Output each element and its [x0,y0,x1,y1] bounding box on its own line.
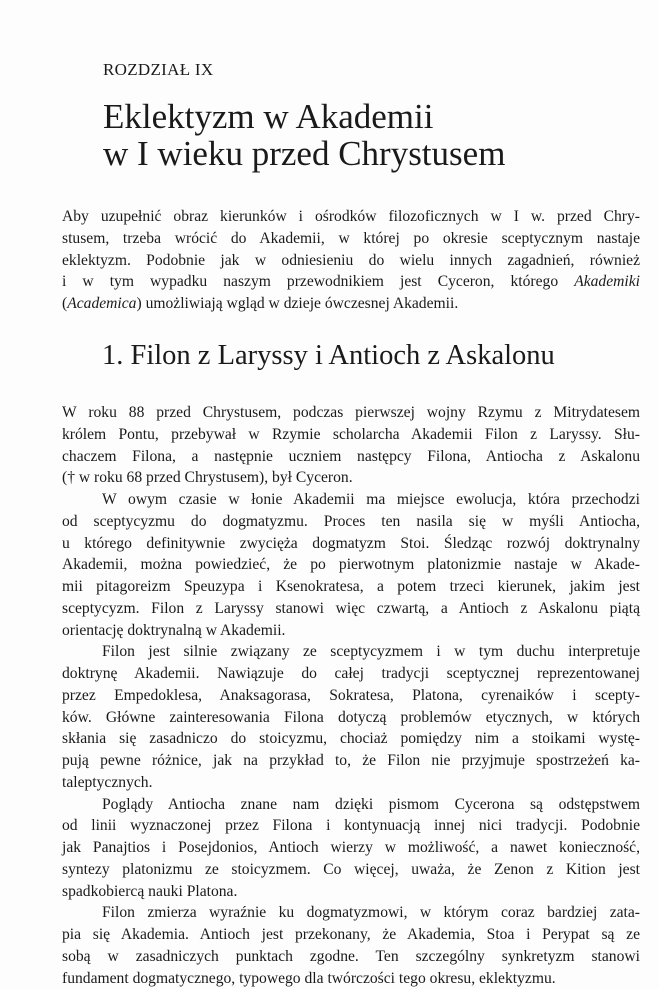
text-line: od sceptycyzmu do dogmatyzmu. Proces ten nasila się w myśli Antiocha, [62,511,640,533]
paragraph [62,402,640,489]
chapter-title-line: Eklektyzm w Akademii [103,98,505,135]
section-title: 1. Filon z Laryssy i Antioch z Askalonu [102,340,555,372]
intro-paragraph [62,206,640,315]
paragraph [62,794,640,903]
text-line: chaczem Filona, a następnie uczniem następcy Filona, Antiocha z Askalonu [62,446,640,468]
text-line: († w roku 68 przed Chrystusem), był Cyceron. [62,467,640,489]
text-line: skłania się zasadniczo do stoicyzmu, chociaż pomiędzy nim a stoikami wystę- [62,728,640,750]
text-line: doktrynę Akademii. Nawiązuje do całej tradycji sceptycznej reprezentowanej [62,663,640,685]
text-line: Aby uzupełnić obraz kierunków i ośrodków filozoficznych w I w. przed Chry- [62,206,640,228]
text-line: spadkobiercą nauki Platona. [62,881,640,903]
text-span: ( [62,295,67,312]
text-line: mii pitagoreizm Speuzypa i Ksenokratesa, a potem trzeci kierunek, jakim jest [62,576,640,598]
italic-title: Academica [67,295,136,312]
text-line: od linii wyznaczonej przez Filona i kontynuacją innej nici tradycji. Podobnie [62,815,640,837]
text-line: Akademii, można powiedzieć, że po pierwotnym platonizmie nastaje w Akade- [62,554,640,576]
text-line: jak Panajtios i Posejdonios, Antioch wierzy w możliwość, a nawet konieczność, [62,837,640,859]
text-line [62,271,640,293]
text-line: sceptycyzm. Filon z Laryssy stanowi więc czwartą, a Antioch z Askalonu piątą [62,598,640,620]
text-line: taleptycznych. [62,772,640,794]
text-line: przez Empedoklesa, Anaksagorasa, Sokratesa, Platona, cyrenaików i scepty- [62,685,640,707]
paragraph [62,489,640,641]
text-line [62,293,640,315]
chapter-title-line: w I wieku przed Chrystusem [103,135,505,172]
paragraph [62,641,640,793]
text-line: Filon jest silnie związany ze sceptycyzmem i w tym duchu interpretuje [62,641,640,663]
text-line: stusem, trzeba wrócić do Akademii, w której po okresie sceptycznym nastaje [62,228,640,250]
text-line: u którego definitywnie zwycięża dogmatyzm Stoi. Śledząc rozwój doktrynalny [62,533,640,555]
text-span: ) umożliwiają wgląd w dzieje ówczesnej Akademii. [136,295,458,312]
text-line: W roku 88 przed Chrystusem, podczas pierwszej wojny Rzymu z Mitrydatesem [62,402,640,424]
paragraph [62,902,640,989]
chapter-title [103,98,505,172]
text-line: orientację doktrynalną w Akademii. [62,620,640,642]
text-line: Poglądy Antiocha znane nam dzięki pismom Cycerona są odstępstwem [62,794,640,816]
chapter-label: ROZDZIAŁ IX [103,60,213,80]
text-line: sobą w zasadniczych punktach zgodne. Ten szczególny synkretyzm stanowi [62,946,640,968]
text-line: fundament dogmatycznego, typowego dla twórczości tego okresu, eklektyzmu. [62,968,640,989]
text-span: i w tym wypadku naszym przewodnikiem jest Cyceron, którego [62,273,558,290]
italic-title: Akademiki [574,273,640,290]
text-line: W owym czasie w łonie Akademii ma miejsce ewolucja, która przechodzi [62,489,640,511]
text-line: ków. Główne zainteresowania Filona dotyczą problemów etycznych, w których [62,707,640,729]
section-body [62,402,640,989]
text-line: syntezy platonizmu ze stoicyzmem. Co więcej, uważa, że Zenon z Kition jest [62,859,640,881]
text-line: pia się Akademia. Antioch jest przekonany, że Akademia, Stoa i Perypat są ze [62,924,640,946]
text-line: Filon zmierza wyraźnie ku dogmatyzmowi, w którym coraz bardziej zata- [62,902,640,924]
text-line: eklektyzm. Podobnie jak w odniesieniu do wielu innych zagadnień, również [62,250,640,272]
text-line: królem Pontu, przebywał w Rzymie scholarcha Akademii Filon z Laryssy. Słu- [62,424,640,446]
text-line: pują pewne różnice, jak na przykład to, że Filon nie przyjmuje spostrzeżeń ka- [62,750,640,772]
